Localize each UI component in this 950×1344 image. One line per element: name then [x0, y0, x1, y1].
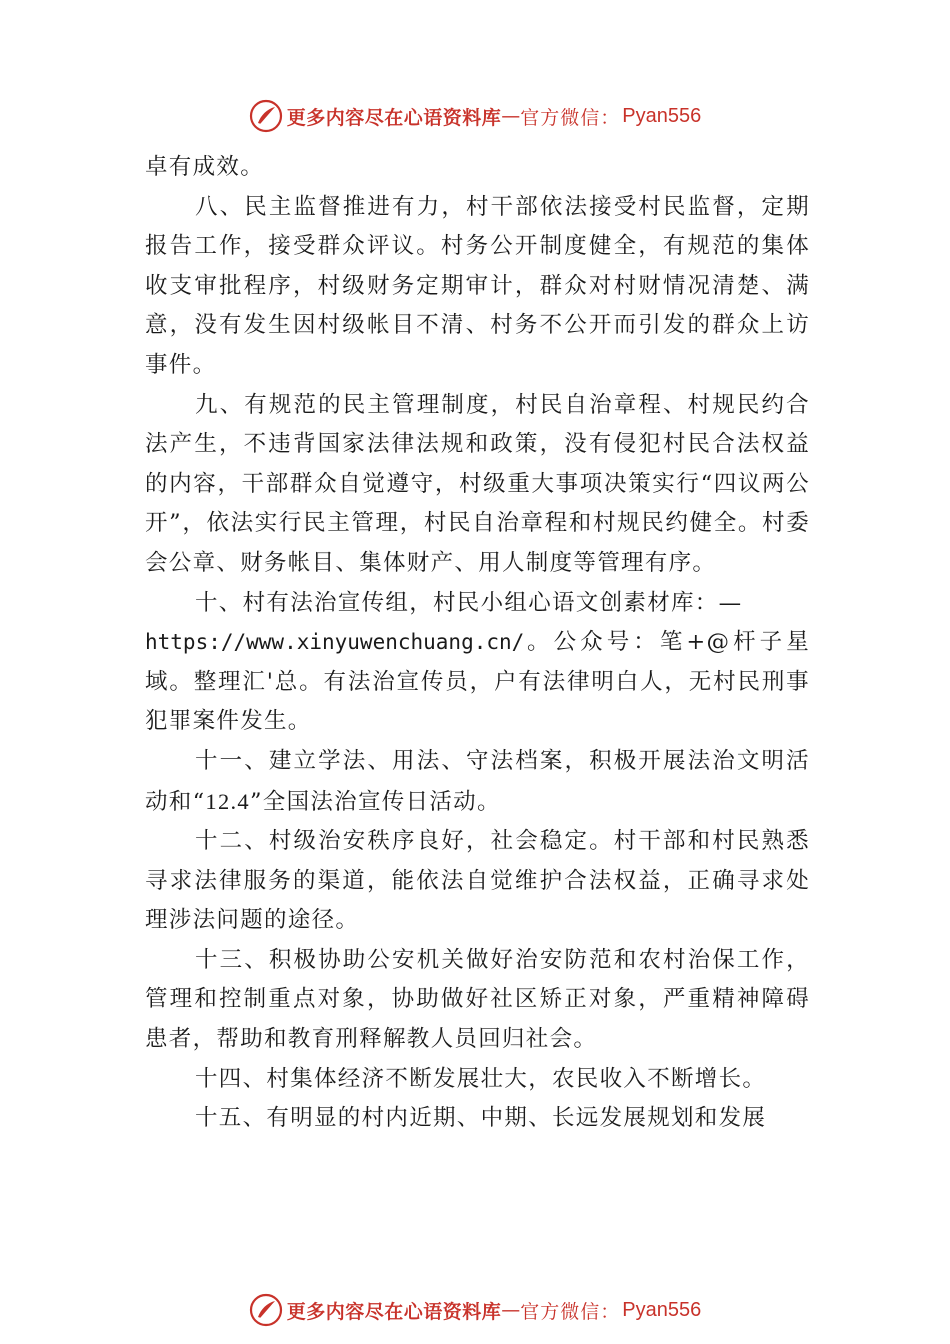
paragraph-continuation: 卓有成效。: [145, 154, 265, 180]
banner-dash: —: [501, 105, 521, 127]
paragraph-13: 十三、积极协助公安机关做好治安防范和农村治保工作，管理和控制重点对象，协助做好社区矫正对象，严重精神障碍患者，帮助和教育刑释解教人员回归社会。: [145, 946, 810, 1053]
paragraph-10-text-c: 整理汇'总。有法治宣传员，户有法律明白人，无村民刑事犯罪案件发生。: [145, 668, 810, 735]
paragraph-11-text-a: 十一、建立学法、用法、守法档案，积极开展法治文明活动和“: [145, 747, 810, 815]
document-body: [145, 148, 810, 1139]
brand-logo-icon: [249, 99, 283, 133]
paragraph-15: 十五、有明显的村内近期、中期、长远发展规划和发展: [195, 1105, 767, 1132]
paragraph-14: 十四、村集体经济不断发展壮大，农民收入不断增长。: [195, 1065, 767, 1092]
paragraph-11: [145, 742, 810, 822]
paragraph-10-url: https://www.xinyuwenchuang.cn/: [145, 630, 525, 655]
paragraph-12: 十二、村级治安秩序良好，社会稳定。村干部和村民熟悉寻求法律服务的渠道，能依法自觉维护合法权益，正确寻求处理涉法问题的途径。: [145, 828, 810, 934]
header-banner: [0, 96, 950, 136]
banner-brand-text: 更多内容尽在心语资料库: [286, 1300, 502, 1323]
paragraph-10: [145, 584, 810, 742]
paragraph-11-date: 12.4: [205, 788, 250, 814]
brand-logo-icon: [249, 1293, 283, 1327]
footer-banner: [0, 1290, 950, 1330]
banner-wechat-id: Pyan556: [622, 1298, 702, 1321]
banner-brand-text: 更多内容尽在心语资料库: [286, 106, 502, 129]
paragraph-10-text-b: 。公众号：笔+@杆子星域。: [145, 629, 810, 695]
banner-official-label: 官方微信：: [520, 106, 621, 129]
banner-official-label: 官方微信：: [520, 1300, 621, 1323]
paragraph-10-text-a: 十、村有法治宣传组，村民小组心语文创素材库：—: [195, 589, 743, 616]
paragraph-8: 八、民主监督推进有力，村干部依法接受村民监督，定期报告工作，接受群众评议。村务公开制度健全，有规范的集体收支审批程序，村级财务定期审计，群众对村财情况清楚、满意，没有发生因村级帐目不清、村务不公开而引发的群众上访事件。: [145, 193, 810, 378]
paragraph-11-text-b: ”全国法治宣传日活动。: [249, 788, 501, 815]
banner-wechat-id: Pyan556: [622, 104, 702, 127]
paragraph-9: 九、有规范的民主管理制度，村民自治章程、村规民约合法产生，不违背国家法律法规和政策，没有侵犯村民合法权益的内容，干部群众自觉遵守，村级重大事项决策实行“四议两公开”，依法实行民主管理，村民自治章程和村规民约健全。村委会公章、财务帐目、集体财产、用人制度等管理有序。: [145, 391, 810, 576]
banner-dash: —: [501, 1299, 521, 1321]
